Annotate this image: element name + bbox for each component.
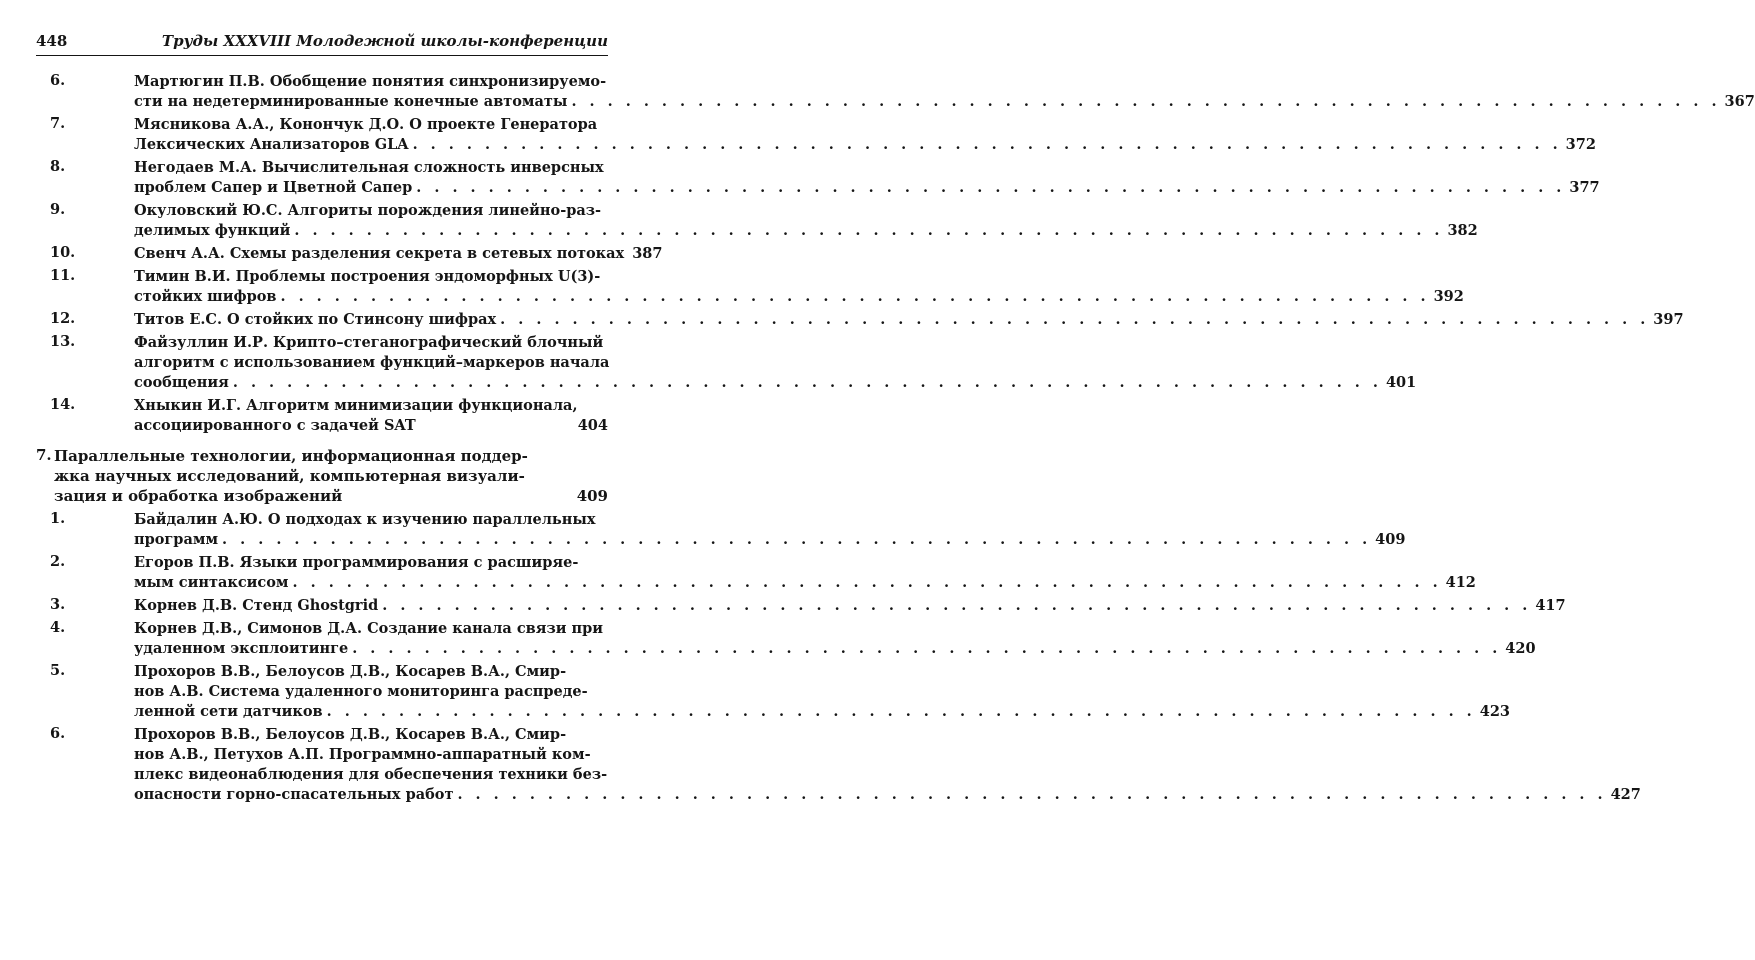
- running-header: [36, 32, 608, 54]
- entry-title: сообщения: [134, 374, 229, 391]
- dot-leader: [412, 178, 1565, 198]
- toc-section-heading: [36, 446, 608, 506]
- entry-page: 412: [1445, 574, 1476, 591]
- entry-title: Корнев Д.В. Стенд Ghostgrid: [134, 597, 379, 614]
- entry-last-line: [134, 92, 1755, 112]
- entry-title: Титов Е.С. О стойких по Стинсону шифрах: [134, 311, 497, 328]
- dot-leader: [567, 92, 1720, 112]
- entry-line: плекс видеонаблюдения для обеспечения техники без-: [134, 766, 608, 783]
- entry-title: удаленном эксплоитинге: [134, 640, 349, 657]
- entry-text: [134, 115, 1596, 155]
- toc-entry: [36, 333, 1417, 393]
- entry-last-line: [134, 310, 1684, 330]
- entry-text: [134, 201, 1478, 241]
- entry-text: [134, 310, 1684, 330]
- toc-entry: [36, 725, 1641, 805]
- entry-page: 409: [1375, 531, 1406, 548]
- entry-line: Корнев Д.В., Симонов Д.А. Создание канала связи при: [134, 620, 604, 637]
- toc-entry: [36, 158, 1600, 198]
- toc-entry: [36, 619, 1536, 659]
- page-number: 448: [36, 32, 68, 50]
- dot-leader: [290, 221, 1443, 241]
- entry-text: [134, 662, 1511, 722]
- entry-title: проблем Сапер и Цветной Сапер: [134, 179, 413, 196]
- section-title-last-line: [54, 486, 608, 506]
- entry-number: 2.: [50, 553, 66, 570]
- entry-page: 397: [1653, 311, 1684, 328]
- entry-last-line: [134, 530, 1406, 550]
- entry-last-line: [134, 373, 1417, 393]
- entry-title: делимых функций: [134, 222, 291, 239]
- toc-entry: [36, 244, 663, 264]
- entry-number: 10.: [50, 244, 76, 261]
- dot-leader: [378, 596, 1531, 616]
- dot-leader: [453, 785, 1606, 805]
- entry-text: [134, 553, 1476, 593]
- dot-leader: [409, 135, 1562, 155]
- entry-text: [134, 619, 1536, 659]
- toc-entry: [36, 72, 1755, 112]
- toc-entry: [36, 396, 608, 436]
- entry-last-line: [134, 178, 1600, 198]
- entry-line: Байдалин А.Ю. О подходах к изучению параллельных: [134, 511, 596, 528]
- entry-last-line: [134, 416, 608, 436]
- entry-page: 420: [1505, 640, 1536, 657]
- entry-number: 13.: [50, 333, 76, 350]
- entry-number: 7.: [50, 115, 66, 132]
- entry-line: Прохоров В.В., Белоусов Д.В., Косарев В.А., Смир-: [134, 726, 567, 743]
- entry-number: 6.: [50, 725, 66, 742]
- toc-group-1: [36, 72, 1755, 436]
- entry-text: [134, 596, 1566, 616]
- entry-line: Мясникова А.А., Конончук Д.О. О проекте Генератора: [134, 116, 598, 133]
- entry-line: Хныкин И.Г. Алгоритм минимизации функционала,: [134, 397, 578, 414]
- entry-text: [134, 267, 1464, 307]
- entry-text: [134, 244, 663, 264]
- entry-page: 392: [1433, 288, 1464, 305]
- section-title-text: зация и обработка изображений: [54, 487, 343, 505]
- entry-last-line: [134, 244, 663, 264]
- section-title: [54, 446, 608, 506]
- table-of-contents: [36, 72, 1755, 808]
- dot-leader: [289, 573, 1442, 593]
- entry-page: 404: [577, 417, 608, 434]
- dot-leader: [276, 287, 1429, 307]
- entry-title: ассоциированного с задачей SAT: [134, 417, 416, 434]
- dot-leader: [218, 530, 1371, 550]
- entry-number: 6.: [50, 72, 66, 89]
- entry-line: Прохоров В.В., Белоусов Д.В., Косарев В.А., Смир-: [134, 663, 567, 680]
- dot-leader: [496, 310, 1649, 330]
- entry-page: 401: [1385, 374, 1417, 391]
- toc-entry: [36, 662, 1511, 722]
- section-title-line: жка научных исследований, компьютерная визуали-: [54, 467, 525, 485]
- toc-entry: [36, 596, 1566, 616]
- entry-last-line: [134, 135, 1596, 155]
- entry-line: Тимин В.И. Проблемы построения эндоморфных U(3)-: [134, 268, 601, 285]
- entry-line: нов А.В., Петухов А.П. Программно-аппаратный ком-: [134, 746, 591, 763]
- entry-line: Мартюгин П.В. Обобщение понятия синхронизируемо-: [134, 73, 607, 90]
- entry-page: 377: [1569, 179, 1600, 196]
- entry-line: Негодаев М.А. Вычислительная сложность инверсных: [134, 159, 604, 176]
- toc-entry: [36, 310, 1684, 330]
- entry-title: программ: [134, 531, 219, 548]
- toc-entry: [36, 115, 1596, 155]
- dot-leader: [348, 639, 1501, 659]
- entry-last-line: [134, 702, 1511, 722]
- header-rule: [36, 55, 608, 56]
- entry-last-line: [134, 639, 1536, 659]
- entry-title: ленной сети датчиков: [134, 703, 323, 720]
- entry-title: Свенч А.А. Схемы разделения секрета в сетевых потоках: [134, 245, 625, 262]
- entry-title: мым синтаксисом: [134, 574, 289, 591]
- entry-last-line: [134, 785, 1641, 805]
- section-page: 409: [576, 487, 608, 505]
- entry-title: сти на недетерминированные конечные автоматы: [134, 93, 568, 110]
- entry-page: 367: [1724, 93, 1755, 110]
- section-number: 7.: [36, 446, 52, 464]
- entry-line: нов А.В. Система удаленного мониторинга распреде-: [134, 683, 588, 700]
- entry-text: [134, 725, 1641, 805]
- entry-page: 372: [1565, 136, 1596, 153]
- entry-page: 387: [632, 245, 663, 262]
- entry-text: [134, 72, 1755, 112]
- toc-entry: [36, 510, 1406, 550]
- entry-number: 11.: [50, 267, 76, 284]
- entry-title: опасности горно-спасательных работ: [134, 786, 454, 803]
- entry-last-line: [134, 573, 1476, 593]
- entry-last-line: [134, 287, 1464, 307]
- entry-line: Файзуллин И.Р. Крипто–стеганографический блочный: [134, 334, 604, 351]
- toc-entry: [36, 201, 1478, 241]
- entry-number: 3.: [50, 596, 66, 613]
- entry-line: Егоров П.В. Языки программирования с расширяе-: [134, 554, 579, 571]
- entry-number: 1.: [50, 510, 66, 527]
- running-title: Труды XXXVIII Молодежной школы-конференции: [161, 32, 608, 50]
- entry-text: [134, 158, 1600, 198]
- entry-last-line: [134, 596, 1566, 616]
- entry-text: [134, 396, 608, 436]
- entry-line: алгоритм с использованием функций–маркеров начала: [134, 354, 610, 371]
- section-title-line: Параллельные технологии, информационная поддер-: [54, 447, 528, 465]
- entry-text: [134, 510, 1406, 550]
- entry-number: 4.: [50, 619, 66, 636]
- entry-number: 14.: [50, 396, 76, 413]
- entry-page: 427: [1610, 786, 1641, 803]
- entry-page: 417: [1535, 597, 1566, 614]
- entry-last-line: [134, 221, 1478, 241]
- entry-number: 8.: [50, 158, 66, 175]
- entry-number: 12.: [50, 310, 76, 327]
- entry-page: 382: [1447, 222, 1478, 239]
- entry-text: [134, 333, 1417, 393]
- entry-title: стойких шифров: [134, 288, 277, 305]
- toc-entry: [36, 267, 1464, 307]
- entry-number: 5.: [50, 662, 66, 679]
- entry-page: 423: [1479, 703, 1511, 720]
- entry-number: 9.: [50, 201, 66, 218]
- entry-title: Лексических Анализаторов GLA: [134, 136, 409, 153]
- dot-leader: [323, 702, 1476, 722]
- entry-line: Окуловский Ю.С. Алгориты порождения линейно-раз-: [134, 202, 602, 219]
- dot-leader: [229, 373, 1382, 393]
- toc-entry: [36, 553, 1476, 593]
- toc-group-2: [36, 510, 1641, 805]
